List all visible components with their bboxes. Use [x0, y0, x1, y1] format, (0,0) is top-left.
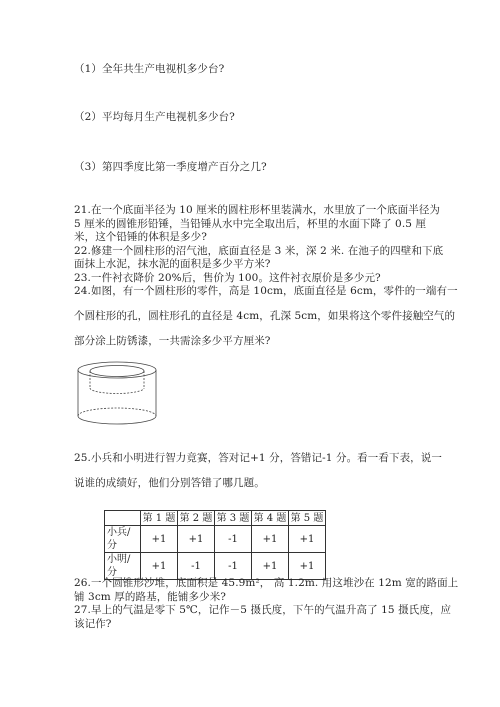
table-cell: +1 [178, 526, 215, 553]
table-header-cell: 第 3 题 [215, 511, 252, 526]
table-cell: +1 [289, 526, 326, 553]
question-24-line-1: 24.如图，有一个圆柱形的零件，高是 10cm，底面直径是 6cm，零件的一端有一 [74, 285, 458, 297]
cylinder-figure [76, 360, 158, 426]
question-21-line-3: 米，这个铅锤的体积是多少? [74, 231, 207, 243]
table-header-cell: 第 5 题 [289, 511, 326, 526]
table-header-cell: 第 2 题 [178, 511, 215, 526]
table-cell: +1 [141, 553, 178, 580]
sub-question-3: （3）第四季度比第一季度增产百分之几? [74, 161, 267, 173]
question-23: 23.一件衬衣降价 20%后，售价为 100。这件衬衣原价是多少元? [74, 271, 381, 284]
table-row [105, 553, 326, 580]
question-26-line-1: 26.一个圆锥形沙堆，底面积是 45.9m²， 高 1.2m. 用这堆沙在 12m 宽的路面上 [74, 577, 459, 589]
question-24-line-3: 部分涂上防锈漆，一共需涂多少平方厘米? [74, 335, 271, 347]
question-25-line-1: 25.小兵和小明进行智力竟赛，答对记+1 分，答错记-1 分。看一看下表，说一 [74, 452, 442, 464]
table-cell: -1 [215, 553, 252, 580]
table-header-row [105, 511, 326, 526]
table-header-cell: 第 1 题 [141, 511, 178, 526]
score-table [104, 510, 326, 580]
question-22-line-2: 面抹上水泥，抹水泥的面积是多少平方米? [74, 258, 271, 270]
question-24-line-2: 个圆柱形的孔，圆柱形孔的直径是 4cm，孔深 5cm，如果将这个零件接触空气的 [74, 310, 456, 322]
question-22-line-1: 22.修建一个圆柱形的沼气池，底面直径是 3 米，深 2 米. 在池子的四壁和下底 [74, 244, 444, 257]
table-cell: +1 [141, 526, 178, 553]
question-21-line-2: 5 厘米的圆锥形铅锤，当铅锤从水中完全取出后，杯里的水面下降了 0.5 厘 [74, 217, 427, 230]
question-27-line-2: 该记作? [74, 617, 112, 630]
sub-question-1: （1）全年共生产电视机多少台? [74, 63, 225, 75]
table-cell: -1 [215, 526, 252, 553]
table-cell: +1 [289, 553, 326, 580]
table-cell: -1 [178, 553, 215, 580]
question-21-line-1: 21.在一个底面半径为 10 厘米的圆柱形杯里装满水，水里放了一个底面半径为 [74, 204, 441, 216]
question-27-line-1: 27.早上的气温是零下 5℃，记作－5 摄氏度，下午的气温升高了 15 摄氏度，应 [74, 604, 452, 616]
question-25-line-2: 说谁的成绩好，他们分别答错了哪几题。 [74, 477, 265, 489]
table-header-cell: 第 4 题 [252, 511, 289, 526]
table-header-cell [105, 511, 141, 526]
sub-question-2: （2）平均每月生产电视机多少台? [74, 111, 235, 123]
question-26-line-2: 铺 3cm 厚的路基，能铺多少米? [74, 590, 227, 603]
table-cell: +1 [252, 526, 289, 553]
table-cell: 小兵/分 [105, 526, 141, 553]
table-cell: +1 [252, 553, 289, 580]
table-cell: 小明/分 [105, 553, 141, 580]
table-row [105, 526, 326, 553]
